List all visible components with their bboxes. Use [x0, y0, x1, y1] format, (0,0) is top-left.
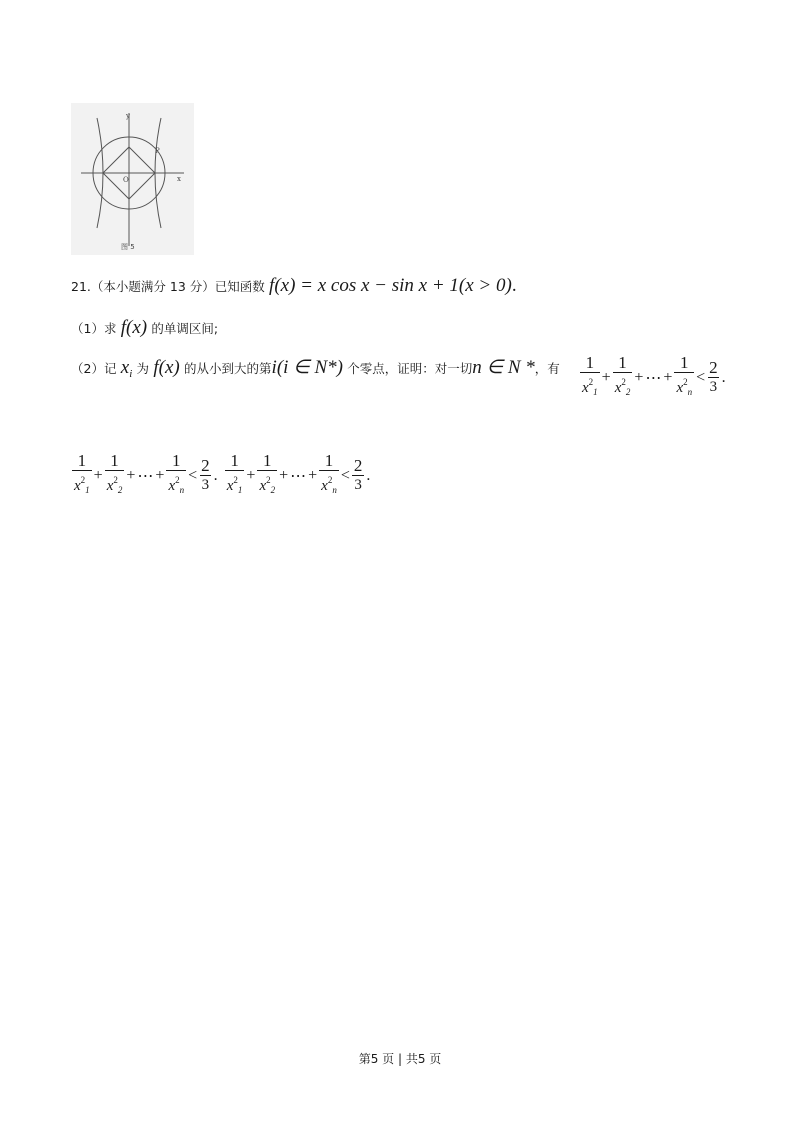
part2-mid1: 为: [136, 361, 150, 376]
fraction-term-n: $\frac{1}{x^2_n}$: [674, 354, 694, 401]
problem-number: 21.: [71, 279, 91, 294]
part2-mid4: ，有: [534, 361, 560, 376]
figure-diagram: [71, 103, 194, 255]
part1-function: f(x): [120, 317, 148, 338]
part2-variable-sub: i: [129, 368, 133, 380]
part2-function: f(x): [153, 357, 180, 378]
repeated-inequality-1: $\frac{1}{x^2_1}$ + $\frac{1}{x^2_2}$ + ⋯ + $\frac{1}{x^2_n}$ < $\frac{2}{3}$ .: [71, 465, 224, 484]
figure-caption: 图 5: [121, 243, 135, 251]
repeated-inequality-line: [71, 452, 371, 499]
problem-header-line: [71, 276, 517, 295]
part2-prefix: （2）记: [71, 361, 117, 376]
fraction-term-1: $\frac{1}{x^2_1}$: [580, 354, 600, 401]
part1-line: [71, 318, 218, 337]
origin-label: O: [123, 176, 129, 184]
part2-index: i(i ∈ N*): [271, 357, 343, 378]
fraction-term-2: $\frac{1}{x^2_2}$: [613, 354, 633, 401]
problem-header: （本小题满分 13 分）已知函数: [90, 279, 265, 294]
function-definition: f(x) = x cos x − sin x + 1(x > 0): [269, 275, 512, 296]
part2-mid2: 的从小到大的第: [184, 361, 272, 376]
repeated-inequality-2: $\frac{1}{x^2_1}$ + $\frac{1}{x^2_2}$ + ⋯ + $\frac{1}{x^2_n}$ < $\frac{2}{3}$ .: [224, 465, 372, 484]
part2-line: [71, 358, 560, 380]
y-axis-label: y: [126, 112, 130, 120]
point-p-label: P: [155, 147, 160, 155]
x-axis-label: x: [177, 175, 181, 183]
part1-suffix: 的单调区间;: [151, 321, 219, 336]
figure-5: [71, 103, 194, 255]
part2-inequality: $\frac{1}{x^2_1}$ + $\frac{1}{x^2_2}$ + ⋯ + $\frac{1}{x^2_n}$ < $\frac{2}{3}$ .: [579, 354, 727, 401]
part2-variable: x: [120, 357, 130, 378]
part1-prefix: （1）求: [71, 321, 117, 336]
page-footer: 第5 页 | 共5 页: [358, 1052, 442, 1066]
header-period: .: [511, 275, 517, 296]
part2-condition: n ∈ N *: [472, 357, 535, 378]
fraction-rhs: $\frac{2}{3}$: [709, 358, 718, 395]
part2-mid3: 个零点，证明：对一切: [347, 361, 473, 376]
